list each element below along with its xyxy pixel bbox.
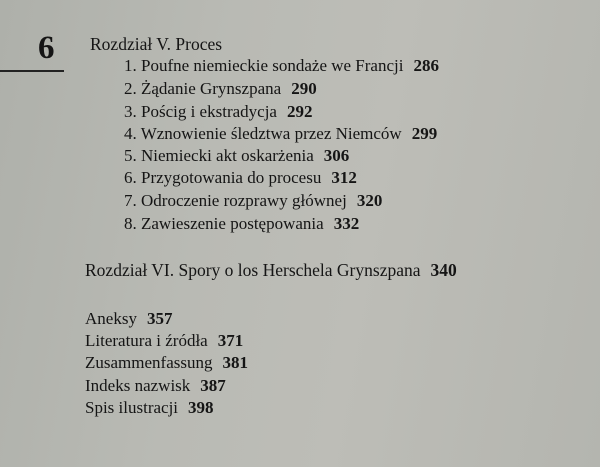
toc-entry-page: 292	[286, 102, 313, 121]
back-matter-page: 387	[200, 376, 226, 395]
back-matter-entry	[85, 398, 214, 418]
back-matter-page: 381	[222, 353, 248, 372]
toc-entry-page: 286	[413, 56, 439, 75]
toc-entry-page: 320	[356, 191, 383, 210]
toc-entry-label: 8. Zawieszenie postępowania	[124, 214, 324, 233]
chapter-rule	[0, 70, 64, 72]
back-matter-label: Aneksy	[85, 309, 137, 328]
toc-entry-label: 5. Niemiecki akt oskarżenia	[124, 146, 314, 165]
chapter-vi-page: 340	[430, 260, 457, 280]
back-matter-entry	[85, 309, 172, 329]
back-matter-label: Spis ilustracji	[85, 398, 179, 417]
toc-entry-label: 7. Odroczenie rozprawy głównej	[124, 191, 347, 210]
back-matter-entry	[85, 353, 248, 373]
toc-entry	[124, 214, 359, 234]
chapter-number: 6	[38, 30, 55, 66]
chapter-vi-title: Rozdział VI. Spory o los Herschela Grynszpana	[85, 260, 421, 280]
toc-entry-label: 2. Żądanie Grynszpana	[124, 79, 282, 98]
back-matter-page: 357	[146, 309, 173, 328]
toc-entry	[124, 102, 312, 122]
toc-entry-label: 1. Poufne niemieckie sondaże we Francji	[124, 56, 404, 75]
toc-entry	[124, 191, 382, 211]
toc-entry	[124, 168, 357, 188]
toc-entry	[124, 79, 317, 99]
toc-entry-page: 306	[323, 146, 350, 165]
toc-entry	[124, 146, 349, 166]
back-matter-label: Zusammenfassung	[85, 353, 213, 372]
back-matter-entry	[85, 331, 243, 351]
back-matter-entry	[85, 376, 226, 396]
toc-entry-page: 290	[291, 79, 317, 98]
toc-entry-label: 4. Wznowienie śledztwa przez Niemców	[124, 124, 402, 143]
toc-entry-label: 6. Przygotowania do procesu	[124, 168, 322, 187]
toc-entry-page: 312	[331, 168, 357, 187]
toc-entry	[124, 56, 439, 76]
back-matter-page: 398	[188, 398, 214, 417]
back-matter-page: 371	[217, 331, 244, 350]
toc-entry-page: 299	[411, 124, 438, 143]
toc-entry-label: 3. Pościg i ekstradycja	[124, 102, 277, 121]
toc-entry-page: 332	[333, 214, 360, 233]
back-matter-label: Indeks nazwisk	[85, 376, 191, 395]
toc-entry	[124, 124, 437, 144]
chapter-vi-entry	[85, 260, 457, 280]
chapter-v-title: Rozdział V. Proces	[90, 34, 223, 54]
back-matter-label: Literatura i źródła	[85, 331, 208, 350]
